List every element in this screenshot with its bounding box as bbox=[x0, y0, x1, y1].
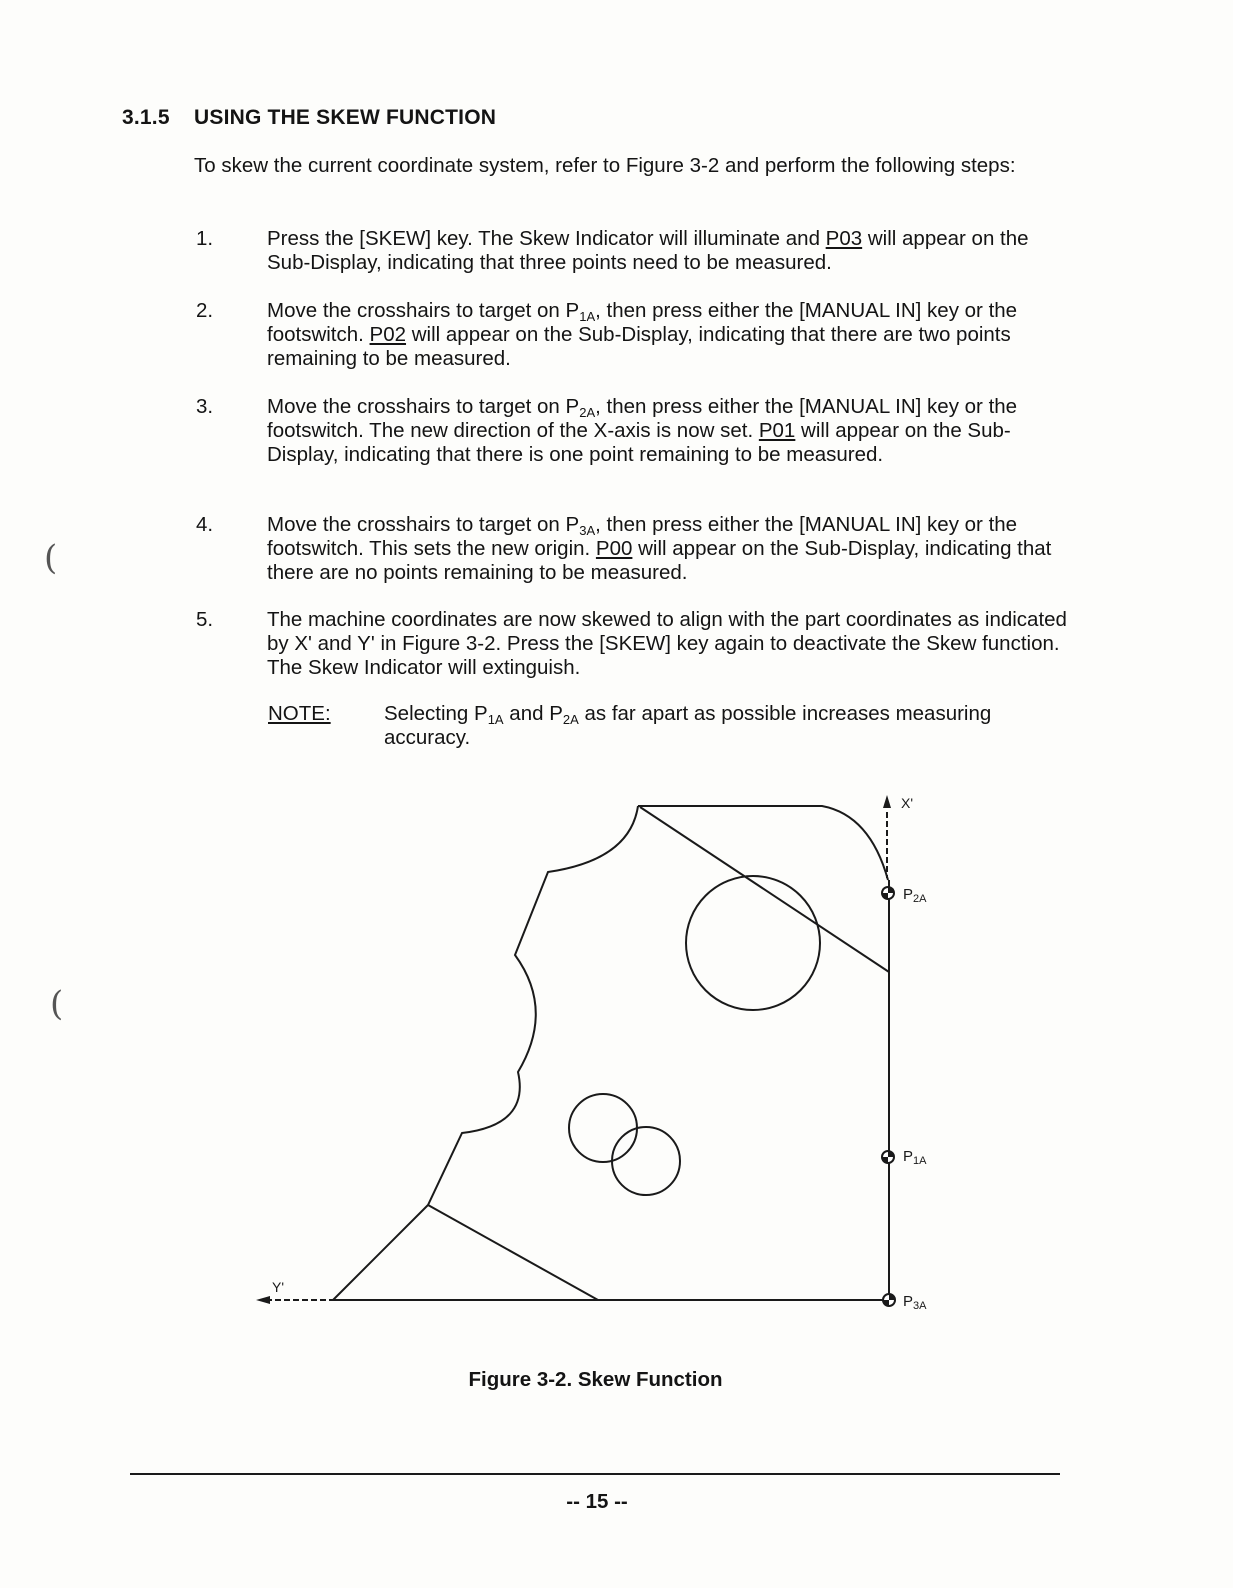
note-text: Selecting $P_{1A}$ and $P_{2A}$ as far apart as possible increases measuring accuracy. bbox=[384, 702, 992, 749]
section-title: USING THE SKEW FUNCTION bbox=[194, 106, 497, 129]
sub-display-code: P03 bbox=[825, 227, 863, 250]
step-text: Press the [SKEW] key. The Skew Indicator will illuminate and P03 will appear on the Sub-Display, indicating that three points need to be measured. bbox=[267, 227, 1029, 274]
y-arrow-icon bbox=[256, 1296, 270, 1304]
step-number: 2. bbox=[196, 299, 214, 322]
y-prime-label: Y' bbox=[272, 1279, 285, 1295]
step-number: 1. bbox=[196, 227, 214, 250]
step-text: Move the crosshairs to target on $P_{2A}$, then press either the [MANUAL IN] key or the footswitch. The new direction of the X-axis is now set. P01 will appear on the Sub-Display, indicating that there is one point remaining to be measured. bbox=[267, 395, 1018, 466]
target-marker-icon bbox=[882, 1151, 894, 1163]
binder-hole-mark: ( bbox=[44, 538, 58, 578]
sub-display-code: P00 bbox=[595, 537, 633, 560]
point-p1a-label: $P_{1A}$ bbox=[903, 1148, 927, 1167]
point-p2a-label: $P_{2A}$ bbox=[903, 886, 927, 905]
small-hole-2 bbox=[612, 1127, 680, 1195]
step-number: 3. bbox=[196, 395, 214, 418]
small-hole-1 bbox=[569, 1094, 637, 1162]
diagonal-edge bbox=[640, 807, 889, 972]
step-number: 5. bbox=[196, 608, 214, 631]
binder-hole-mark: ( bbox=[50, 984, 64, 1024]
sub-display-code: P02 bbox=[369, 323, 407, 346]
section-number: 3.1.5 bbox=[122, 106, 170, 129]
step-number: 4. bbox=[196, 513, 214, 536]
step-text: Move the crosshairs to target on $P_{1A}$, then press either the [MANUAL IN] key or the footswitch. P02 will appear on the Sub-Display, indicating that there are two points remaining to be measured. bbox=[267, 299, 1018, 370]
x-arrow-icon bbox=[883, 795, 891, 808]
x-prime-label: X' bbox=[901, 795, 914, 811]
page-number: -- 15 -- bbox=[566, 1490, 628, 1513]
intro-paragraph: To skew the current coordinate system, refer to Figure 3-2 and perform the following steps: bbox=[194, 154, 1016, 177]
sub-display-code: P01 bbox=[758, 419, 796, 442]
figure-caption: Figure 3-2. Skew Function bbox=[468, 1368, 723, 1391]
point-p3a-label: $P_{3A}$ bbox=[903, 1293, 927, 1312]
target-marker-icon bbox=[882, 887, 894, 899]
step-text: The machine coordinates are now skewed to align with the part coordinates as indicated by X' and Y' in Figure 3-2. Press the [SKEW] key again to deactivate the Skew function. The Skew Indicator will extinguish. bbox=[267, 608, 1067, 679]
target-marker-icon bbox=[883, 1294, 895, 1306]
lower-edge bbox=[428, 1205, 598, 1300]
large-hole bbox=[686, 876, 820, 1010]
footer-rule bbox=[130, 1473, 1060, 1475]
step-text: Move the crosshairs to target on $P_{3A}$, then press either the [MANUAL IN] key or the footswitch. This sets the new origin. P00 will appear on the Sub-Display, indicating that there are no points remaining to be measured. bbox=[267, 513, 1052, 584]
note-label: NOTE: bbox=[268, 702, 331, 725]
part-outline bbox=[333, 806, 888, 1300]
